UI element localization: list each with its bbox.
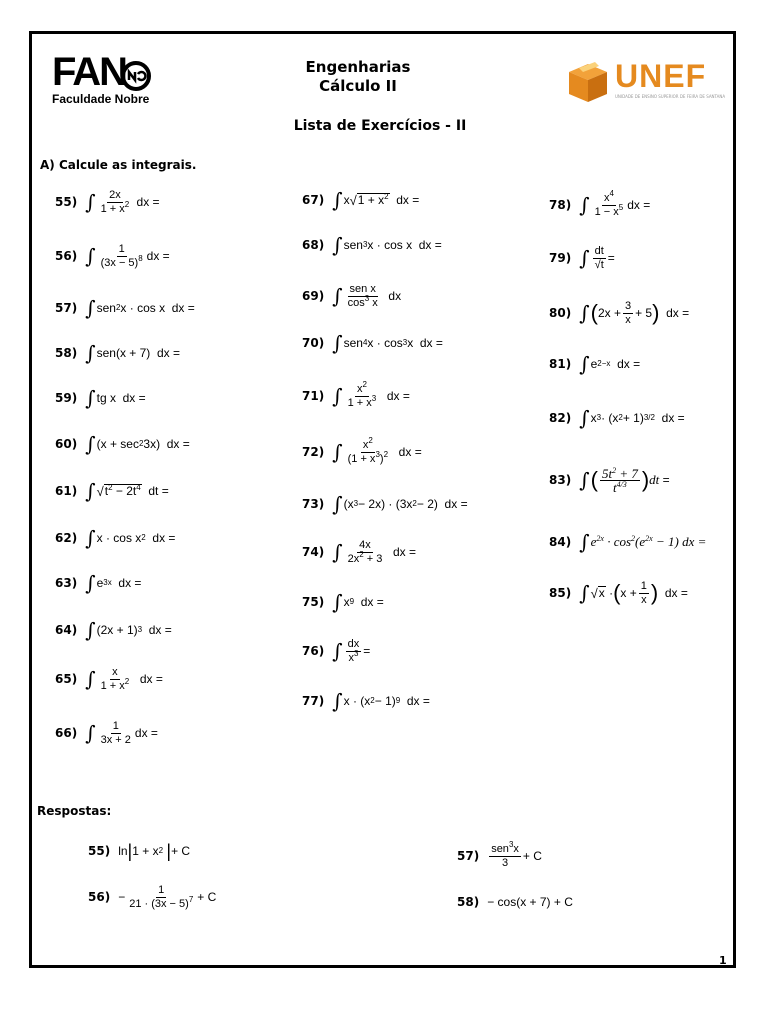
exercise-56: 56) ∫ 1 $(3x - 5)^8$ dx = — [55, 242, 170, 269]
section-a-heading: A) Calcule as integrais. — [40, 158, 197, 172]
exercise-74: 74) ∫ 4x $2x^2 + 3$ dx = — [302, 538, 417, 565]
exercise-82: 82) ∫ x 3 · (x 2 + 1) 3/2 dx = — [549, 406, 685, 430]
answer-55: 55) ln | 1 + x 2 | + C — [88, 840, 191, 861]
exercise-76: 76) ∫ dx $x^3$ = — [302, 637, 371, 664]
exercise-55: 55) ∫ 2x $1 + x^2$ dx = — [55, 188, 160, 215]
answers-title: Respostas: — [37, 804, 112, 818]
fan-logo — [52, 52, 162, 110]
exercise-63: 63) ∫ e 3x dx = — [55, 571, 142, 595]
page-number: 1 — [719, 954, 727, 967]
answer-58: 58) − cos(x + 7) + C — [457, 895, 573, 909]
exercise-62: 62) ∫ x · cos x 2 dx = — [55, 526, 176, 550]
exercise-77: 77) ∫ x · (x 2 − 1) 9 dx = — [302, 689, 430, 713]
exercise-58: 58) ∫ sen(x + 7) dx = — [55, 341, 180, 365]
exercise-81: 81) ∫ e 2−x dx = — [549, 352, 641, 376]
exercise-75: 75) ∫ x 9 dx = — [302, 590, 384, 614]
exercise-67: 67) ∫ x √ $1 + x^2$ dx = — [302, 188, 420, 212]
exercise-60: 60) ∫ (x + sec 2 3x) dx = — [55, 432, 190, 456]
unef-logo-tagline: UNIDADE DE ENSINO SUPERIOR DE FEIRA DE SANTANA — [615, 94, 726, 99]
exercise-79: 79) ∫ dt √t = — [549, 244, 615, 271]
fan-logo-subtitle: Faculdade Nobre — [52, 92, 150, 106]
exercise-72: 72) ∫ $x^2$ $(1 + x^3)^2$ dx = — [302, 435, 422, 465]
fan-logo-text: FAN — [52, 50, 126, 94]
exercise-71: 71) ∫ $x^2$ $1 + x^3$ dx = — [302, 379, 410, 409]
exercise-64: 64) ∫ (2x + 1) 3 dx = — [55, 618, 172, 642]
unef-box-icon — [565, 58, 611, 104]
exercise-85: 85) ∫ √ x · ( x + 1 x ) dx = — [549, 579, 688, 606]
course-title: Engenharias — [305, 58, 411, 76]
exercise-68: 68) ∫ sen 3 x · cos x dx = — [302, 233, 442, 257]
exercise-80: 80) ∫ ( 2x + 3 x + 5 ) dx = — [549, 299, 690, 326]
exercise-70: 70) ∫ sen 4 x · cos 3 x dx = — [302, 331, 443, 355]
exercise-65: 65) ∫ x $1 + x^2$ dx = — [55, 665, 163, 692]
answer-57: 57) sen$^3$x 3 + C — [457, 839, 542, 869]
answer-56: 56) − 1 $21 \cdot (3x - 5)^7$ + C — [88, 883, 217, 910]
exercise-66: 66) ∫ 1 3x + 2 dx = — [55, 719, 158, 746]
course-subject: Cálculo II — [319, 77, 397, 95]
exercise-84: 84) ∫ $e^{2x} \cdot \cos^2(e^{2x} - 1)$ dx = — [549, 530, 707, 554]
exercise-78: 78) ∫ $x^4$ $1 - x^5$ dx = — [549, 188, 651, 218]
exercise-73: 73) ∫ (x 3 − 2x) · (3x 2 − 2) dx = — [302, 492, 468, 516]
unef-logo — [563, 56, 726, 112]
exercise-69: 69) ∫ sen x $\cos^3 x$ dx — [302, 282, 402, 309]
exercise-59: 59) ∫ tg x dx = — [55, 386, 146, 410]
exercise-57: 57) ∫ sen 2 x · cos x dx = — [55, 296, 195, 320]
exercise-61: 61) ∫ √ $t^2 - 2t^4$ dt = — [55, 479, 169, 503]
exercise-83: 83) ∫ ( $5t^2 + 7$ $t^{4/3}$ ) dt = — [549, 465, 670, 495]
list-title: Lista de Exercícios - II — [293, 118, 467, 134]
unef-logo-text: UNEF — [615, 58, 707, 94]
fan-logo-badge-icon — [120, 60, 152, 92]
